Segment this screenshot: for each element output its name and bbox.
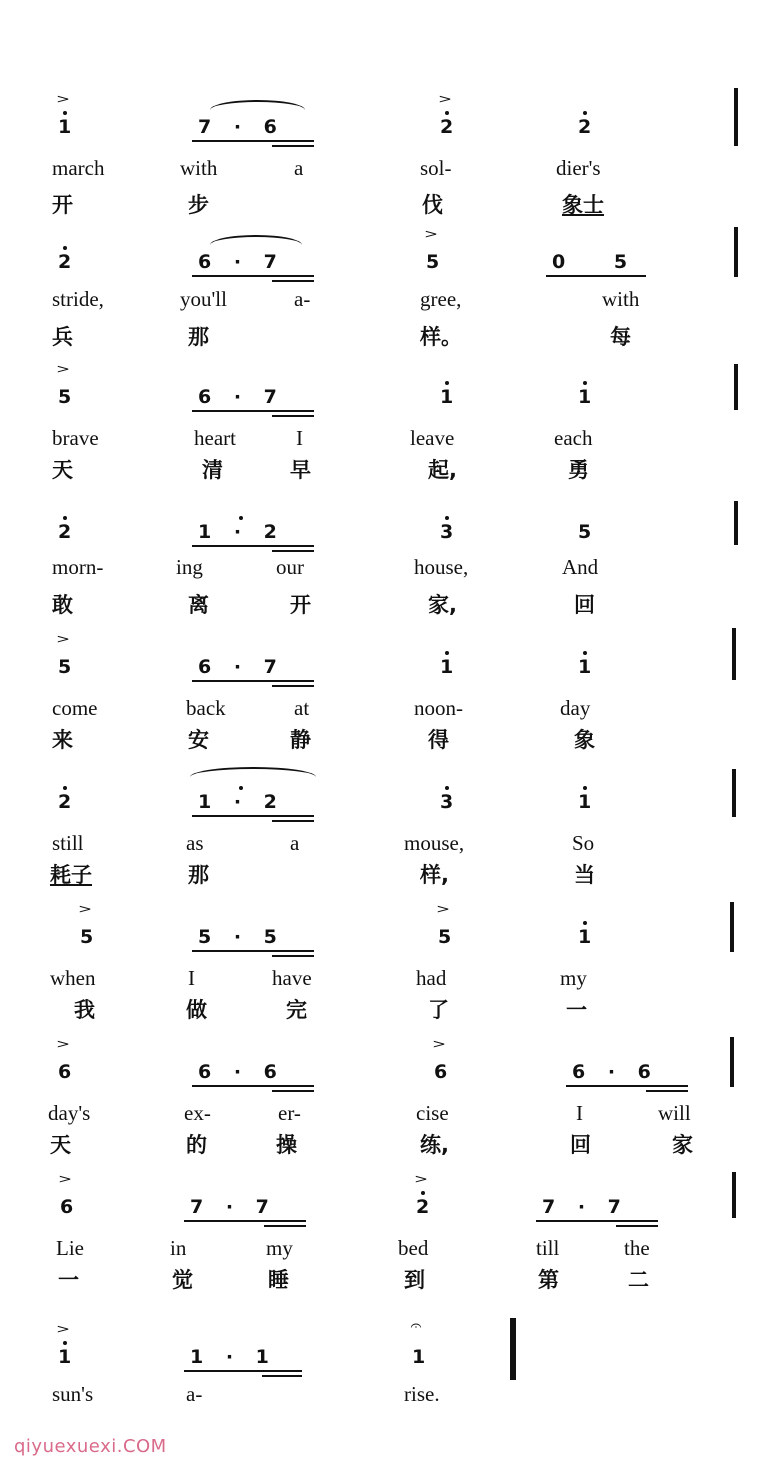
lyric-zh: 每 [610, 325, 631, 349]
note: 2 [58, 791, 72, 813]
note: 6 [60, 1196, 74, 1218]
underline-beat [272, 280, 314, 282]
lyric-zh: 开 [52, 193, 73, 217]
lyric-en: had [416, 966, 447, 990]
note: 2 [416, 1196, 430, 1218]
lyric-zh: 到 [404, 1268, 425, 1292]
lyric-zh: 静 [290, 728, 311, 752]
lyric-zh: 家, [428, 593, 457, 617]
lyric-en: gree, [420, 287, 462, 311]
lyric-zh: 当 [574, 863, 595, 887]
lyric-zh: 一 [566, 998, 587, 1022]
lyric-zh: 伐 [422, 193, 443, 217]
lyric-en: you'll [180, 287, 227, 311]
lyric-en: come [52, 696, 98, 720]
lyric-en: house, [414, 555, 469, 579]
underline-beat [536, 1220, 658, 1222]
lyric-zh: 天 [52, 458, 73, 482]
lyric-zh: 做 [186, 998, 207, 1022]
lyric-en: I [296, 426, 303, 450]
underline-beat [184, 1370, 302, 1372]
underline-beat [272, 955, 314, 957]
lyric-en: And [562, 555, 599, 579]
bar-line [732, 1172, 736, 1218]
note-group: 7 · 7 [190, 1196, 277, 1218]
bar-line [732, 769, 736, 817]
lyric-en: day [560, 696, 591, 720]
lyric-zh: 兵 [52, 325, 73, 349]
lyric-en: have [272, 966, 312, 990]
note: 6 [58, 1061, 72, 1083]
bar-line [730, 1037, 734, 1087]
lyric-zh: 完 [286, 998, 307, 1022]
lyric-en: ing [176, 555, 203, 579]
accent-mark: > [435, 902, 451, 916]
note-group: 6 · 6 [572, 1061, 659, 1083]
note-group: 6 · 6 [198, 1061, 285, 1083]
note: 1 [58, 116, 72, 138]
accent-mark: > [55, 632, 71, 646]
lyric-zh: 睡 [268, 1268, 289, 1292]
accent-mark: > [55, 362, 71, 376]
lyric-zh: 第 [538, 1268, 559, 1292]
lyric-zh: 象士 [562, 193, 604, 217]
lyric-en: till [536, 1236, 560, 1260]
final-bar-line [510, 1318, 516, 1380]
lyric-en: leave [410, 426, 455, 450]
lyric-en: So [572, 831, 595, 855]
note: 5 [438, 926, 452, 948]
note: 3 [440, 521, 454, 543]
lyric-zh: 敢 [52, 593, 73, 617]
note: 1 [578, 656, 592, 678]
lyric-en: as [186, 831, 204, 855]
lyric-zh: 我 [74, 998, 95, 1022]
lyric-en: stride, [52, 287, 104, 311]
lyric-zh: 样。 [420, 325, 462, 349]
lyric-en: day's [48, 1101, 91, 1125]
lyric-en: noon- [414, 696, 463, 720]
lyric-en: bed [398, 1236, 429, 1260]
underline-beat [192, 950, 314, 952]
lyric-zh: 清 [202, 458, 223, 482]
lyric-en: will [658, 1101, 691, 1125]
lyric-en: at [294, 696, 310, 720]
underline-beat [192, 1085, 314, 1087]
lyric-en: er- [278, 1101, 301, 1125]
lyric-zh: 天 [50, 1133, 71, 1157]
lyric-en: heart [194, 426, 236, 450]
lyric-zh: 那 [188, 863, 209, 887]
lyric-en: the [624, 1236, 650, 1260]
lyric-zh: 练, [420, 1133, 449, 1157]
bar-line [734, 227, 738, 277]
lyric-en: in [170, 1236, 187, 1260]
lyric-zh: 开 [290, 593, 311, 617]
underline-beat [272, 820, 314, 822]
accent-mark: > [57, 1172, 73, 1186]
note-group: 1 · 2 [198, 521, 285, 543]
note: 1 [412, 1346, 426, 1368]
lyric-en: rise. [404, 1382, 440, 1406]
accent-mark: > [55, 1037, 71, 1051]
lyric-zh: 来 [52, 728, 73, 752]
lyric-zh: 操 [276, 1133, 297, 1157]
accent-mark: > [431, 1037, 447, 1051]
note-group: 7 · 6 [198, 116, 285, 138]
note-group: 1 · 1 [190, 1346, 277, 1368]
note: 1 [440, 386, 454, 408]
note-group: 6 · 7 [198, 656, 285, 678]
accent-mark: > [55, 1322, 71, 1336]
underline-beat [616, 1225, 658, 1227]
underline-beat [192, 410, 314, 412]
lyric-zh: 二 [628, 1268, 649, 1292]
lyric-zh: 安 [188, 728, 209, 752]
note: 1 [578, 926, 592, 948]
lyric-zh: 起, [428, 458, 457, 482]
lyric-en: a- [186, 1382, 203, 1406]
underline-beat [192, 815, 314, 817]
lyric-en: my [560, 966, 587, 990]
lyric-en: with [180, 156, 218, 180]
bar-line [732, 628, 736, 680]
lyric-en: march [52, 156, 105, 180]
accent-mark: > [437, 92, 453, 106]
lyric-en: brave [52, 426, 99, 450]
lyric-zh: 回 [574, 593, 595, 617]
lyric-en: sol- [420, 156, 452, 180]
note: 2 [440, 116, 454, 138]
lyric-en: I [576, 1101, 583, 1125]
lyric-en: ex- [184, 1101, 211, 1125]
bar-line [734, 501, 738, 545]
lyric-zh: 了 [428, 998, 449, 1022]
bar-line [730, 902, 734, 952]
accent-mark: > [55, 92, 71, 106]
lyric-en: I [188, 966, 195, 990]
lyric-en: each [554, 426, 593, 450]
lyric-zh: 耗子 [50, 863, 92, 887]
lyric-zh: 早 [290, 458, 311, 482]
underline-beat [192, 680, 314, 682]
slur-mark [190, 767, 316, 777]
lyric-en: cise [416, 1101, 449, 1125]
underline-beat [546, 275, 646, 277]
underline-beat [272, 550, 314, 552]
slur-mark [210, 235, 302, 245]
lyric-en: sun's [52, 1382, 94, 1406]
lyric-zh: 的 [186, 1133, 207, 1157]
underline-beat [272, 685, 314, 687]
bar-line [734, 364, 738, 410]
lyric-zh: 离 [188, 593, 209, 617]
lyric-en: when [50, 966, 96, 990]
note: 2 [58, 251, 72, 273]
underline-beat [264, 1225, 306, 1227]
lyric-en: our [276, 555, 304, 579]
accent-mark: > [77, 902, 93, 916]
lyric-zh: 样, [420, 863, 449, 887]
note: 1 [58, 1346, 72, 1368]
underline-beat [192, 275, 314, 277]
lyric-en: mouse, [404, 831, 465, 855]
underline-beat [184, 1220, 306, 1222]
fermata-mark: 𝄐 [410, 1318, 422, 1334]
note: 2 [578, 116, 592, 138]
note: 3 [440, 791, 454, 813]
lyric-zh: 觉 [172, 1268, 193, 1292]
note-group: 6 · 7 [198, 386, 285, 408]
lyric-zh: 步 [188, 193, 209, 217]
lyric-en: with [602, 287, 640, 311]
lyric-zh: 勇 [568, 458, 589, 482]
underline-beat [272, 415, 314, 417]
lyric-en: Lie [56, 1236, 84, 1260]
lyric-en: a [294, 156, 304, 180]
note: 2 [58, 521, 72, 543]
note-group: 0 5 [552, 251, 628, 273]
accent-mark: > [423, 227, 439, 241]
lyric-en: morn- [52, 555, 104, 579]
underline-beat [646, 1090, 688, 1092]
note-group: 7 · 7 [542, 1196, 629, 1218]
note: 1 [440, 656, 454, 678]
lyric-en: a- [294, 287, 311, 311]
note: 5 [58, 386, 72, 408]
note-group: 5 · 5 [198, 926, 285, 948]
lyric-zh: 象 [574, 728, 595, 752]
underline-beat [262, 1375, 302, 1377]
note-group: 6 · 7 [198, 251, 285, 273]
lyric-zh: 家 [672, 1133, 693, 1157]
underline-beat [272, 145, 314, 147]
note: 5 [58, 656, 72, 678]
underline-beat [566, 1085, 688, 1087]
underline-beat [192, 545, 314, 547]
note-group: 1 · 2 [198, 791, 285, 813]
note: 6 [434, 1061, 448, 1083]
lyric-zh: 那 [188, 325, 209, 349]
lyric-en: dier's [556, 156, 601, 180]
bar-line [734, 88, 738, 146]
note: 5 [578, 521, 592, 543]
note: 1 [578, 386, 592, 408]
lyric-zh: 得 [428, 728, 449, 752]
lyric-en: back [186, 696, 226, 720]
note: 5 [426, 251, 440, 273]
slur-mark [210, 100, 305, 110]
lyric-en: my [266, 1236, 293, 1260]
underline-beat [192, 140, 314, 142]
lyric-zh: 回 [570, 1133, 591, 1157]
note: 1 [578, 791, 592, 813]
accent-mark: > [413, 1172, 429, 1186]
lyric-zh: 一 [58, 1268, 79, 1292]
lyric-en: a [290, 831, 300, 855]
lyric-en: still [52, 831, 84, 855]
watermark: qiyuexuexi.COM [14, 1436, 167, 1457]
underline-beat [272, 1090, 314, 1092]
note: 5 [80, 926, 94, 948]
